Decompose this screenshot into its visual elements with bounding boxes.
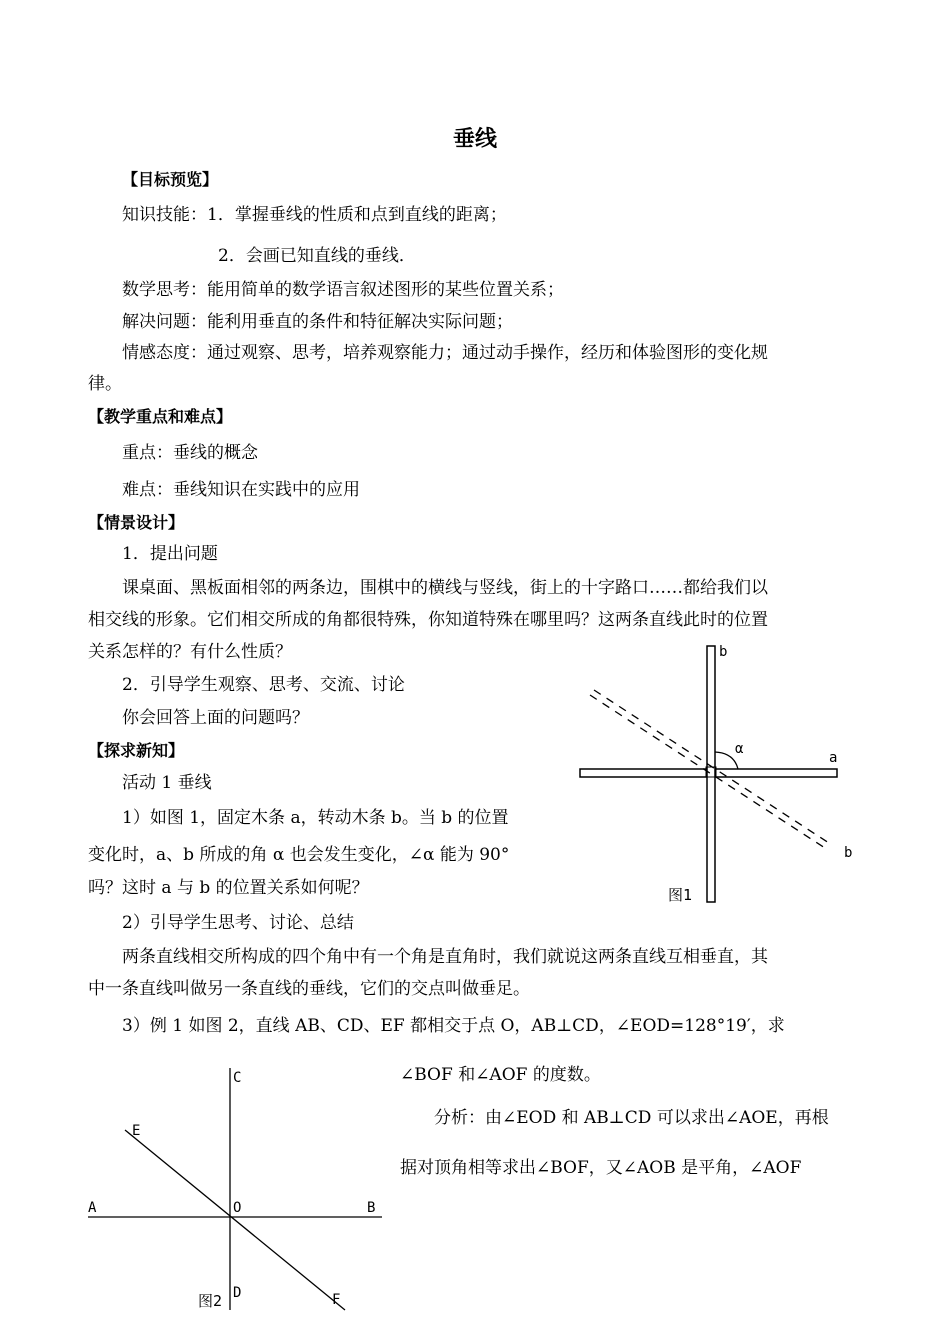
page-title: 垂线 [452, 127, 497, 152]
scene-step-1: 1．提出问题 [122, 544, 218, 564]
scene-paragraph-line1: 课桌面、黑板面相邻的两条边，围棋中的横线与竖线，街上的十字路口……都给我们以 [122, 578, 768, 598]
activity-1-step-2: 2）引导学生思考、讨论、总结 [122, 913, 354, 933]
label-f: F [332, 1292, 341, 1308]
figure-2-caption: 图2 [198, 1292, 223, 1310]
goal-problem: 解决问题：能利用垂直的条件和特征解决实际问题； [122, 312, 513, 332]
example-1-line1: 3）例 1 如图 2，直线 AB、CD、EF 都相交于点 O，AB⊥CD，∠EOD=128°19′，求 [122, 1016, 785, 1036]
example-1-line2: ∠BOF 和∠AOF 的度数。 [400, 1065, 601, 1085]
goal-attitude-cont: 律。 [88, 374, 122, 394]
label-b-top: b [719, 644, 728, 660]
figure-1 [570, 640, 870, 910]
activity-1-title: 活动 1 垂线 [122, 773, 212, 793]
label-a: a [829, 750, 838, 766]
label-e: E [132, 1123, 141, 1139]
label-a-point: A [88, 1200, 97, 1216]
difficult-point: 难点：垂线知识在实践中的应用 [122, 480, 360, 500]
label-b-bottom: b [844, 845, 853, 861]
goal-thinking: 数学思考：能用简单的数学语言叙述图形的某些位置关系； [122, 280, 564, 300]
activity-1-text-line3: 吗？这时 a 与 b 的位置关系如何呢？ [88, 878, 369, 898]
section-heading-key: 【教学重点和难点】 [88, 407, 233, 426]
activity-1-text-line2: 变化时，a、b 所成的角 α 也会发生变化，∠α 能为 90° [88, 845, 510, 865]
analysis-line2: 据对顶角相等求出∠BOF，又∠AOB 是平角，∠AOF [400, 1158, 802, 1178]
stick-b [707, 646, 715, 902]
label-c: C [233, 1070, 242, 1086]
label-d: D [233, 1285, 242, 1301]
analysis-line1: 分析：由∠EOD 和 AB⊥CD 可以求出∠AOE，再根 [434, 1108, 829, 1128]
definition-line2: 中一条直线叫做另一条直线的垂线，它们的交点叫做垂足。 [88, 979, 530, 999]
scene-question: 你会回答上面的问题吗？ [122, 708, 309, 728]
section-heading-scene: 【情景设计】 [88, 513, 185, 532]
label-alpha: α [735, 741, 744, 757]
key-point: 重点：垂线的概念 [122, 443, 258, 463]
goal-knowledge: 知识技能：1．掌握垂线的性质和点到直线的距离； [122, 205, 507, 225]
scene-paragraph-line2: 相交线的形象。它们相交所成的角都很特殊，你知道特殊在哪里吗？这两条直线此时的位置 [88, 610, 768, 630]
line-ef [125, 1130, 345, 1310]
label-b-point: B [367, 1200, 376, 1216]
label-o: O [233, 1200, 242, 1216]
scene-step-2: 2．引导学生观察、思考、交流、讨论 [122, 675, 405, 695]
goal-knowledge-2: 2．会画已知直线的垂线． [218, 246, 416, 266]
section-heading-goals: 【目标预览】 [122, 170, 219, 189]
section-heading-explore: 【探求新知】 [88, 741, 185, 760]
scene-paragraph-line3: 关系怎样的？有什么性质？ [88, 642, 292, 662]
activity-1-text-line1: 1）如图 1，固定木条 a，转动木条 b。当 b 的位置 [122, 808, 509, 828]
goal-attitude: 情感态度：通过观察、思考，培养观察能力；通过动手操作，经历和体验图形的变化规 [122, 343, 768, 363]
definition-line1: 两条直线相交所构成的四个角中有一个角是直角时，我们就说这两条直线互相垂直，其 [122, 947, 768, 967]
figure-2 [80, 1060, 400, 1330]
figure-1-caption: 图1 [668, 886, 693, 904]
